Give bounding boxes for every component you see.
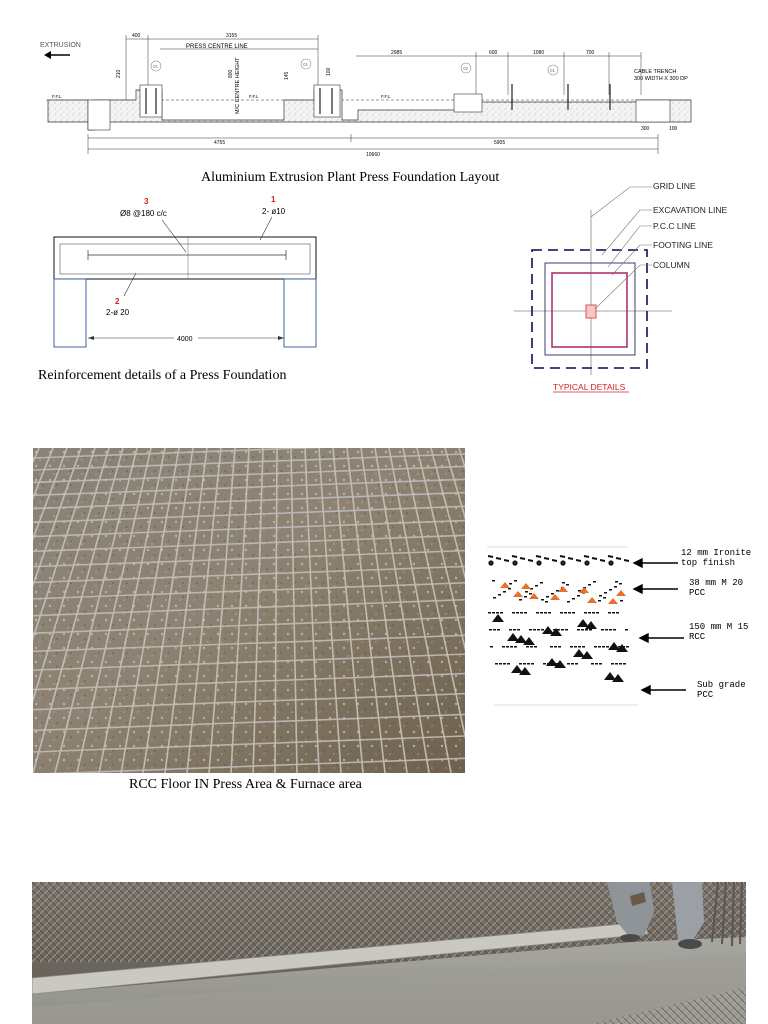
pcc-chip bbox=[620, 600, 623, 602]
rcc-chip bbox=[492, 612, 495, 614]
pcc-chip bbox=[604, 592, 607, 594]
dim-bottom-3: 10660 bbox=[366, 152, 380, 158]
dim-vert-4: 145 bbox=[284, 71, 290, 80]
pcc-chip bbox=[525, 591, 528, 593]
rcc-chip bbox=[507, 663, 510, 665]
rcc-chip bbox=[543, 663, 546, 665]
typical-details-drawing bbox=[512, 175, 748, 400]
rcc-chip bbox=[531, 663, 534, 665]
layer1-line1: 12 mm Ironite bbox=[681, 548, 752, 558]
pcc-chip bbox=[519, 599, 522, 601]
pcc-chip bbox=[492, 580, 495, 582]
dim-bottom-1: 4755 bbox=[214, 140, 226, 146]
dim-top-6: 700 bbox=[586, 50, 595, 56]
finish-dash bbox=[584, 556, 589, 557]
rcc-chip bbox=[612, 612, 615, 614]
rcc-chip bbox=[572, 612, 575, 614]
rcc-chip bbox=[541, 629, 544, 631]
rcc-chip bbox=[609, 629, 612, 631]
dim-bottom-5: 100 bbox=[669, 126, 678, 132]
dim-bottom-4: 300 bbox=[641, 126, 650, 132]
finish-aggregate bbox=[585, 561, 588, 564]
rcc-chip bbox=[495, 663, 498, 665]
cable-trench-size: 300 WIDTH X 300 DP bbox=[634, 76, 688, 82]
extrusion-arrow-icon bbox=[44, 51, 70, 59]
layer4-line2: PCC bbox=[697, 690, 714, 700]
dim-top-4: 600 bbox=[489, 50, 498, 56]
pcc-chip bbox=[619, 583, 622, 585]
reinforcement-drawing bbox=[50, 192, 322, 352]
pcc-chip bbox=[493, 597, 496, 599]
rcc-chip bbox=[523, 663, 526, 665]
rcc-chip bbox=[510, 646, 513, 648]
rcc-aggregate bbox=[573, 649, 585, 657]
typical-details-svg bbox=[512, 175, 748, 400]
rcc-chip bbox=[526, 646, 529, 648]
rcc-chip bbox=[581, 629, 584, 631]
reinforcement-svg bbox=[50, 192, 322, 352]
rcc-chip bbox=[582, 646, 585, 648]
pcc-chip bbox=[540, 582, 543, 584]
rcc-chip bbox=[595, 663, 598, 665]
dim-vert-2: 800 bbox=[228, 69, 234, 78]
pcc-chip bbox=[524, 596, 527, 598]
dim-vert-3: 100 bbox=[326, 67, 332, 76]
rcc-chip bbox=[519, 663, 522, 665]
extrusion-label: EXTRUSION bbox=[40, 42, 81, 49]
rcc-chip bbox=[540, 612, 543, 614]
cable-trench-label: CABLE TRENCH bbox=[634, 69, 677, 75]
pcc-chip bbox=[545, 601, 548, 603]
rcc-aggregate bbox=[511, 665, 523, 673]
pcc-chip bbox=[593, 581, 596, 583]
finish-dash bbox=[568, 558, 573, 559]
press-centre-line-label: PRESS CENTRE LINE bbox=[186, 44, 248, 50]
pcc-chip bbox=[614, 586, 617, 588]
pcc-chip bbox=[567, 601, 570, 603]
rcc-chip bbox=[585, 629, 588, 631]
mark2-number: 2 bbox=[115, 297, 120, 306]
floor-section-svg bbox=[482, 540, 758, 710]
span-dimension: 4000 bbox=[177, 336, 193, 343]
rcc-chip bbox=[608, 612, 611, 614]
foundation-layout-drawing bbox=[36, 30, 698, 165]
mark3-text: Ø8 @180 c/c bbox=[120, 209, 167, 218]
caption-rcc-floor: RCC Floor IN Press Area & Furnace area bbox=[129, 777, 362, 792]
rcc-chip bbox=[489, 629, 492, 631]
finish-aggregate bbox=[537, 561, 540, 564]
caption-reinforcement: Reinforcement details of a Press Foundation bbox=[38, 368, 287, 383]
layer1-line2: top finish bbox=[681, 558, 736, 568]
rcc-chip bbox=[598, 646, 601, 648]
rcc-chip bbox=[565, 629, 568, 631]
rcc-chip bbox=[490, 646, 493, 648]
excavation-line-label: EXCAVATION LINE bbox=[653, 205, 728, 215]
pcc-chip bbox=[588, 584, 591, 586]
rebar-mesh-image bbox=[33, 448, 465, 773]
rcc-chip bbox=[524, 612, 527, 614]
layer4-line1: Sub grade bbox=[697, 680, 746, 690]
mark2-text: 2-ø 20 bbox=[106, 308, 130, 317]
finish-aggregate bbox=[609, 561, 612, 564]
marker-2: 01 bbox=[303, 62, 309, 67]
finish-dash bbox=[512, 556, 517, 557]
rcc-chip bbox=[534, 646, 537, 648]
rcc-aggregate bbox=[577, 619, 589, 627]
floor-section-diagram bbox=[482, 540, 758, 710]
rcc-chip bbox=[591, 663, 594, 665]
rcc-chip bbox=[584, 612, 587, 614]
rcc-chip bbox=[596, 612, 599, 614]
finish-dash bbox=[576, 560, 581, 561]
rcc-chip bbox=[516, 612, 519, 614]
mark1-text: 2- ø10 bbox=[262, 207, 286, 216]
rcc-chip bbox=[509, 629, 512, 631]
finish-dash bbox=[544, 558, 549, 559]
pcc-aggregate bbox=[513, 591, 523, 597]
rcc-chip bbox=[561, 629, 564, 631]
rcc-aggregate bbox=[546, 658, 558, 666]
rcc-chip bbox=[533, 629, 536, 631]
pcc-chip bbox=[609, 589, 612, 591]
pcc-chip bbox=[541, 599, 544, 601]
rcc-chip bbox=[625, 629, 628, 631]
pcc-line-label: P.C.C LINE bbox=[653, 221, 696, 231]
rcc-chip bbox=[554, 646, 557, 648]
rcc-chip bbox=[602, 646, 605, 648]
pcc-chip bbox=[599, 595, 602, 597]
layer3-line1: 150 mm M 15 bbox=[689, 622, 749, 632]
typical-details-title: TYPICAL DETAILS bbox=[553, 382, 626, 392]
dim-bottom-2: 5905 bbox=[494, 140, 506, 146]
rcc-chip bbox=[570, 646, 573, 648]
finish-dash bbox=[536, 556, 541, 557]
finish-dash bbox=[608, 556, 613, 557]
rcc-chip bbox=[564, 612, 567, 614]
rcc-chip bbox=[558, 646, 561, 648]
pcc-chip bbox=[562, 582, 565, 584]
ffl-label-1: F.F.L bbox=[52, 94, 62, 99]
rcc-chip bbox=[599, 663, 602, 665]
pcc-chip bbox=[529, 593, 532, 595]
finish-dash bbox=[600, 560, 605, 561]
rcc-chip bbox=[577, 629, 580, 631]
rcc-aggregate bbox=[507, 633, 519, 641]
pcc-chip bbox=[577, 595, 580, 597]
finish-dash bbox=[552, 560, 557, 561]
rcc-chip bbox=[550, 646, 553, 648]
finish-dash bbox=[504, 560, 509, 561]
ffl-label-2: F.F.L bbox=[249, 94, 259, 99]
ffl-label-3: F.F.L bbox=[381, 94, 391, 99]
pcc-aggregate bbox=[616, 590, 626, 596]
finish-aggregate bbox=[561, 561, 564, 564]
rcc-aggregate bbox=[604, 672, 616, 680]
finish-dash bbox=[520, 558, 525, 559]
pcc-chip bbox=[598, 600, 601, 602]
finish-dash bbox=[616, 558, 621, 559]
finish-dash bbox=[496, 558, 501, 559]
finish-dash bbox=[624, 560, 629, 561]
rcc-chip bbox=[613, 629, 616, 631]
rcc-chip bbox=[514, 646, 517, 648]
pcc-chip bbox=[498, 594, 501, 596]
screeding-image bbox=[32, 882, 746, 1024]
rcc-chip bbox=[623, 663, 626, 665]
rcc-chip bbox=[571, 663, 574, 665]
finish-aggregate bbox=[489, 561, 492, 564]
rcc-chip bbox=[606, 646, 609, 648]
footing-line-label: FOOTING LINE bbox=[653, 240, 713, 250]
layer2-line2: PCC bbox=[689, 588, 706, 598]
finish-dash bbox=[528, 560, 533, 561]
rcc-chip bbox=[527, 663, 530, 665]
rcc-chip bbox=[502, 646, 505, 648]
pcc-chip bbox=[551, 593, 554, 595]
pcc-chip bbox=[566, 584, 569, 586]
rcc-chip bbox=[611, 663, 614, 665]
finish-aggregate bbox=[513, 561, 516, 564]
rcc-chip bbox=[594, 646, 597, 648]
rcc-chip bbox=[537, 629, 540, 631]
rcc-chip bbox=[575, 663, 578, 665]
column-label: COLUMN bbox=[653, 260, 690, 270]
caption-press-foundation-layout: Aluminium Extrusion Plant Press Foundation Layout bbox=[201, 170, 500, 185]
pcc-aggregate bbox=[550, 594, 560, 600]
pcc-chip bbox=[603, 597, 606, 599]
dim-top-1: 400 bbox=[132, 33, 141, 39]
pcc-aggregate bbox=[558, 586, 568, 592]
layer2-line1: 38 mm M 20 bbox=[689, 578, 744, 588]
dim-top-5: 1080 bbox=[533, 50, 545, 56]
pcc-chip bbox=[615, 581, 618, 583]
rcc-chip bbox=[530, 646, 533, 648]
mark1-number: 1 bbox=[271, 195, 276, 204]
rcc-chip bbox=[506, 646, 509, 648]
rcc-chip bbox=[512, 612, 515, 614]
rcc-chip bbox=[499, 663, 502, 665]
rcc-chip bbox=[536, 612, 539, 614]
pcc-aggregate bbox=[587, 597, 597, 603]
rcc-chip bbox=[560, 612, 563, 614]
rcc-chip bbox=[574, 646, 577, 648]
rcc-chip bbox=[503, 663, 506, 665]
rcc-chip bbox=[605, 629, 608, 631]
pcc-aggregate bbox=[521, 583, 531, 589]
rcc-chip bbox=[497, 629, 500, 631]
pcc-chip bbox=[514, 580, 517, 582]
rcc-chip bbox=[616, 612, 619, 614]
rcc-chip bbox=[493, 629, 496, 631]
rcc-floor-mesh-photo bbox=[33, 448, 465, 773]
foundation-layout-svg bbox=[36, 30, 698, 165]
rcc-chip bbox=[626, 646, 629, 648]
rcc-chip bbox=[513, 629, 516, 631]
marker-4: 01 bbox=[550, 68, 556, 73]
pcc-chip bbox=[535, 585, 538, 587]
rcc-chip bbox=[592, 612, 595, 614]
pcc-chip bbox=[546, 596, 549, 598]
rcc-chip bbox=[529, 629, 532, 631]
rcc-chip bbox=[588, 612, 591, 614]
rcc-chip bbox=[578, 646, 581, 648]
rcc-chip bbox=[619, 663, 622, 665]
pcc-chip bbox=[503, 591, 506, 593]
pcc-aggregate bbox=[608, 598, 618, 604]
finish-dash bbox=[488, 556, 493, 557]
pcc-aggregate bbox=[500, 582, 510, 588]
rcc-chip bbox=[496, 612, 499, 614]
rcc-chip bbox=[548, 612, 551, 614]
rcc-chip bbox=[601, 629, 604, 631]
pcc-chip bbox=[556, 590, 559, 592]
pcc-chip bbox=[508, 588, 511, 590]
rcc-chip bbox=[568, 612, 571, 614]
grid-line-label: GRID LINE bbox=[653, 181, 696, 191]
rcc-chip bbox=[520, 612, 523, 614]
concrete-screeding-photo bbox=[32, 882, 746, 1024]
rcc-aggregate bbox=[492, 614, 504, 622]
rcc-chip bbox=[488, 612, 491, 614]
mc-centre-height-label: M/C CENTRE HEIGHT bbox=[235, 57, 241, 114]
dim-top-3: 2985 bbox=[391, 50, 403, 56]
pcc-chip bbox=[509, 583, 512, 585]
marker-1: 01 bbox=[153, 64, 159, 69]
pcc-chip bbox=[572, 598, 575, 600]
rcc-chip bbox=[517, 629, 520, 631]
rcc-chip bbox=[589, 629, 592, 631]
rcc-chip bbox=[500, 612, 503, 614]
marker-3: 02 bbox=[463, 66, 469, 71]
dim-top-2: 3155 bbox=[226, 33, 238, 39]
rcc-chip bbox=[615, 663, 618, 665]
rcc-chip bbox=[544, 612, 547, 614]
finish-dash bbox=[592, 558, 597, 559]
layer3-line2: RCC bbox=[689, 632, 706, 642]
mark3-number: 3 bbox=[144, 197, 149, 206]
finish-dash bbox=[560, 556, 565, 557]
rcc-chip bbox=[567, 663, 570, 665]
dim-vert-1: 210 bbox=[116, 69, 122, 78]
